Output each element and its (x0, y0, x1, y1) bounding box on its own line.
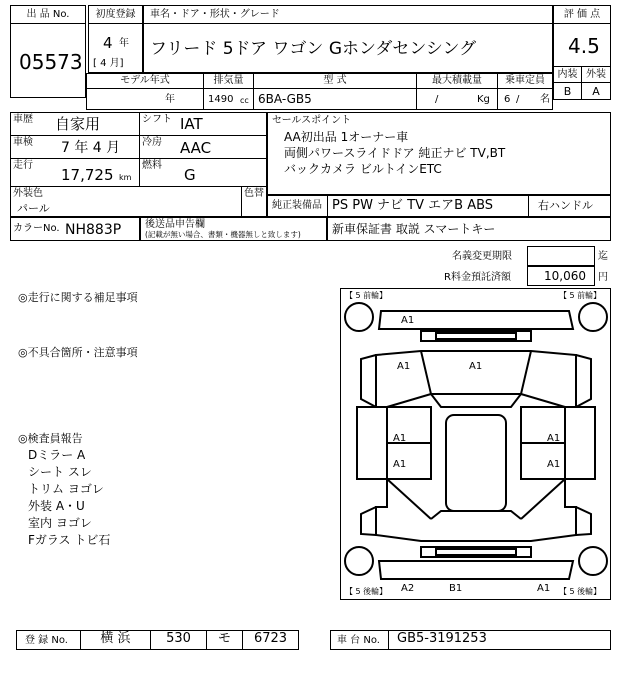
registration-year-unit: 年 (119, 38, 129, 49)
steering-value: 右ハンドル (538, 199, 593, 212)
plate-kana: モ (207, 631, 243, 649)
chassis-label: 車 台 No. (331, 631, 389, 649)
recycle-value-box (527, 266, 595, 286)
color-number-value: NH883P (65, 222, 122, 238)
load-unit: Kg (477, 94, 490, 105)
inspector-item: 外装 A・U (28, 499, 85, 513)
capacity-label: 乗車定員 (498, 74, 552, 89)
inspector-items (28, 447, 110, 549)
fuel-label: 燃料 (142, 160, 162, 171)
mileage-unit: km (119, 173, 132, 182)
type-value: 6BA-GB5 (258, 92, 312, 106)
tire-front-right: 【 5 前輪】 (559, 291, 602, 300)
steering-divider (528, 196, 529, 216)
registration-row (16, 630, 299, 650)
ac-label: 冷房 (142, 137, 162, 148)
load-separator: / (435, 94, 439, 105)
capacity-unit: 名 (540, 94, 550, 105)
history-value: 自家用 (55, 115, 101, 133)
inspection-label: 車検 (13, 137, 33, 148)
capacity-value: 6 (504, 94, 511, 105)
recycle-unit: 円 (598, 272, 608, 283)
mileage-value: 17,725 (61, 166, 114, 184)
inspector-item: 室内 ヨゴレ (28, 516, 92, 530)
interior-exterior-grid (554, 66, 610, 99)
equipment-value: PS PW ナビ TV エアB ABS (332, 198, 494, 213)
score-box (553, 5, 611, 100)
damage-mark: A2 (401, 583, 415, 594)
score-label: 評 価 点 (554, 6, 610, 24)
sales-point-line: 両側パワースライドドア 純正ナビ TV,BT (284, 146, 506, 160)
inspection-value: 7 年 4 月 (61, 140, 121, 156)
defects-title: ◎不具合箇所・注意事項 (18, 346, 138, 359)
delivery-box (140, 217, 327, 241)
damage-mark: B1 (449, 583, 463, 594)
recycle-label: R料金預託済額 (444, 272, 511, 283)
lot-number-box (10, 5, 86, 98)
damage-mark: A1 (469, 361, 483, 372)
ac-cell (140, 136, 266, 159)
displacement-value: 1490 (208, 94, 234, 105)
load-cell (417, 74, 498, 109)
chassis-row (330, 630, 611, 650)
car-name-label: 車名・ドア・形状・グレード (144, 6, 552, 24)
inspection-cell (11, 136, 140, 159)
chassis-value: GB5-3191253 (397, 631, 487, 646)
damage-diagram (340, 288, 611, 600)
plate-number: 6723 (253, 631, 288, 646)
plate-class: 530 (151, 631, 207, 649)
deadline-suffix: 迄 (598, 251, 608, 262)
capacity-cell (498, 74, 552, 109)
equipment-box (267, 195, 611, 217)
vehicle-info-block (10, 112, 267, 187)
inspector-item: シート スレ (28, 465, 92, 479)
sales-point-box (267, 112, 611, 195)
displacement-label: 排気量 (204, 74, 253, 89)
fuel-value: G (184, 166, 196, 184)
color-change-divider (241, 187, 242, 216)
shift-label: シフト (142, 114, 172, 125)
car-outline-diagram (341, 289, 610, 599)
fuel-cell (140, 159, 266, 186)
deadline-value-box (527, 246, 595, 266)
interior-label: 内装 (554, 67, 582, 83)
exterior-label: 外装 (582, 67, 610, 83)
registration-label: 登 録 No. (17, 631, 81, 649)
warranty-value: 新車保証書 取説 スマートキー (332, 222, 496, 236)
sales-point-label: セールスポイント (272, 115, 352, 126)
damage-mark: A1 (547, 433, 561, 444)
sales-point-line: AA初出品 1オーナー車 (284, 130, 409, 144)
interior-grade: B (554, 83, 582, 100)
lot-number: 05573 (19, 50, 83, 74)
supplement-title: ◎走行に関する補足事項 (18, 291, 138, 304)
damage-mark: A1 (393, 433, 407, 444)
spec-row (86, 73, 553, 110)
lot-number-label: 出 品 No. (11, 6, 85, 24)
shift-value: IAT (180, 115, 203, 133)
recycle-value: 10,060 (544, 269, 586, 283)
exterior-color-box (10, 186, 267, 217)
equipment-label: 純正装備品 (268, 196, 328, 216)
exterior-color-value: パール (17, 202, 50, 215)
displacement-cell (204, 74, 254, 109)
damage-mark: A1 (401, 315, 415, 326)
damage-mark: A1 (547, 459, 561, 470)
plate-region: 横 浜 (81, 631, 151, 649)
history-cell (11, 113, 140, 136)
color-number-label: カラーNo. (13, 223, 60, 234)
color-number-box (10, 217, 140, 241)
color-change-label: 色替 (244, 188, 264, 199)
capacity-separator: / (516, 94, 520, 105)
inspector-item: Fガラス トビ石 (28, 533, 111, 547)
model-year-unit: 年 (165, 94, 175, 105)
type-label: 型 式 (254, 74, 416, 89)
inspector-item: Dミラー A (28, 448, 86, 462)
exterior-grade: A (592, 85, 600, 98)
mileage-label: 走行 (13, 160, 33, 171)
score-value: 4.5 (568, 34, 600, 58)
tire-rear-right: 【 5 後輪】 (559, 587, 602, 596)
ac-value: AAC (180, 139, 212, 157)
registration-month: [ 4 月] (93, 58, 124, 69)
delivery-note: (記載が無い場合、書類・機器無しと致します) (145, 230, 301, 239)
load-label: 最大積載量 (417, 74, 497, 89)
exterior-color-label: 外装色 (13, 188, 43, 199)
tire-rear-left: 【 5 後輪】 (345, 587, 388, 596)
inspector-item: トリム ヨゴレ (28, 482, 104, 496)
damage-mark: A1 (393, 459, 407, 470)
displacement-unit: cc (240, 96, 249, 105)
inspector-title: ◎検査員報告 (18, 432, 83, 445)
car-name: フリード 5ドア ワゴン Gホンダセンシング (150, 39, 477, 59)
shift-cell (140, 113, 266, 136)
mileage-cell (11, 159, 140, 186)
first-registration-box (88, 5, 143, 73)
sales-point-line: バックカメラ ビルトインETC (284, 162, 442, 176)
warranty-box (327, 217, 611, 241)
model-year-label: モデル年式 (87, 74, 203, 89)
damage-mark: A1 (537, 583, 551, 594)
delivery-label: 後送品申告欄 (145, 219, 205, 230)
first-registration-label: 初度登録 (89, 6, 142, 24)
registration-year: 4 (103, 34, 113, 52)
car-name-box (143, 5, 553, 73)
deadline-label: 名義変更期限 (452, 251, 512, 262)
damage-mark: A1 (397, 361, 411, 372)
history-label: 車歴 (13, 114, 33, 125)
model-year-cell (87, 74, 204, 109)
type-cell (254, 74, 417, 109)
tire-front-left: 【 5 前輪】 (345, 291, 388, 300)
